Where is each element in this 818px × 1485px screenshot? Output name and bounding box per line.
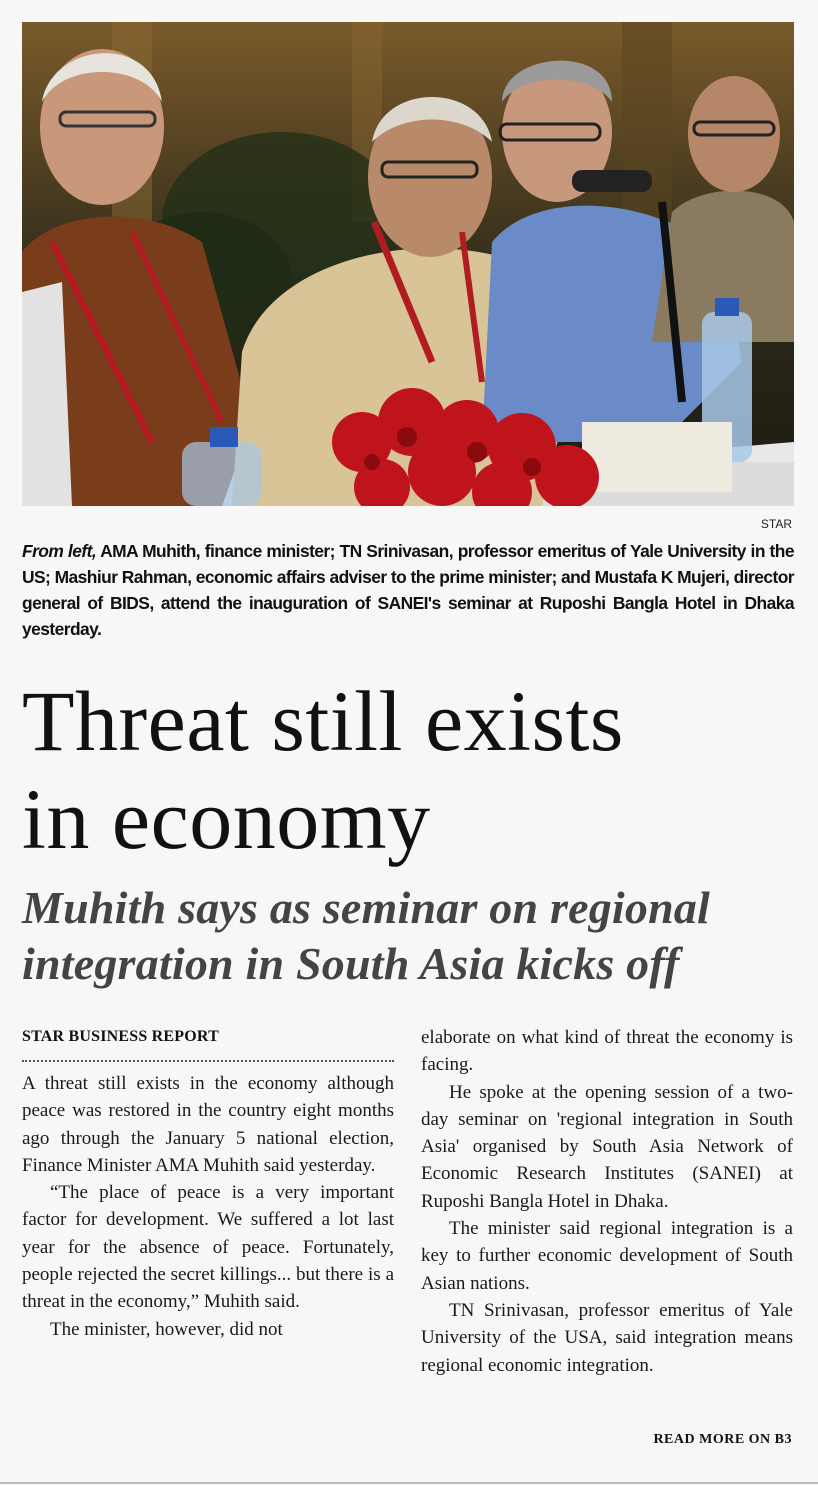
bottom-divider [0, 1482, 818, 1484]
article-paragraph: He spoke at the opening session of a two-day seminar on 'regional integration in South Asia' organised by South Asia Network of Economic Research Institutes (SANEI) at Ruposhi Bangla Hotel in Dhaka. [421, 1081, 793, 1212]
photo-caption [22, 538, 794, 642]
article-paragraph: The minister, however, did not [50, 1318, 283, 1340]
article-paragraph: The minister said regional integration is a key to further economic development of South Asian nations. [421, 1218, 793, 1294]
headline-line-2: in economy [22, 771, 431, 867]
caption-text: AMA Muhith, finance minister; TN Srinivasan, professor emeritus of Yale University in the US; Mashiur Rahman, economic affairs adviser to the prime minister; and Mustafa K Mujeri, director general of BIDS, attend the inauguration of SANEI's seminar at Ruposhi Bangla Hotel in Dhaka yesterday. [22, 541, 794, 639]
article-column-1 [22, 1026, 394, 1343]
photo-credit: STAR [760, 517, 792, 531]
news-photo [22, 22, 794, 506]
headline-line-1: Threat still exists [22, 673, 624, 769]
article-paragraph: elaborate on what kind of threat the economy is facing. [421, 1027, 793, 1076]
subheadline-line-1: Muhith says as seminar on regional [22, 882, 711, 933]
article-paragraph: “The place of peace is a very important factor for development. We suffered a lot last year for the absence of peace. Fortunately, people rejected the secret killings... but there is a threat in the economy,” Muhith said. [22, 1182, 394, 1313]
article-paragraph: TN Srinivasan, professor emeritus of Yale University of the USA, said integration means regional economic integration. [421, 1299, 793, 1376]
article-column-2 [421, 1024, 793, 1379]
article-paragraph: A threat still exists in the economy although peace was restored in the country eight months ago through the January 5 national election, Finance Minister AMA Muhith said yesterday. [22, 1073, 394, 1176]
read-more-link[interactable]: READ MORE ON B3 [653, 1432, 792, 1447]
caption-lead: From left, [22, 541, 97, 561]
seminar-photo-illustration [22, 22, 794, 506]
subheadline [22, 880, 812, 992]
headline [22, 672, 802, 868]
subheadline-line-2: integration in South Asia kicks off [22, 938, 680, 989]
byline: STAR BUSINESS REPORT [22, 1026, 394, 1062]
